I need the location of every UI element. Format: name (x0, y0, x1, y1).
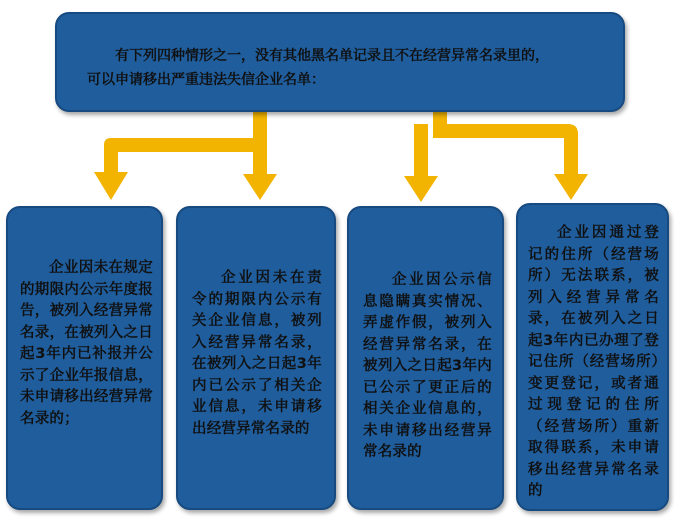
condition-card-3 (347, 206, 504, 510)
header-box (55, 12, 625, 112)
condition-text-4: 企业因通过登记的住所（经营场所）无法联系，被列入经营异常名录，在被列入之日起3年内已办理了登记住所（经营场所）变更登记，或者通过现登记的住所（经营场所）重新取得联系，未申请移出经营异常名录的 (528, 225, 659, 499)
arrowhead-1 (94, 172, 128, 200)
arrowhead-2 (243, 174, 277, 200)
connector-branch-right (433, 124, 578, 178)
arrowhead-4 (554, 174, 588, 200)
header-line-1: 有下列四种情形之一，没有其他黑名单记录且不在经营异常名录里的， (115, 48, 549, 64)
condition-card-2 (176, 206, 336, 510)
connector-stem-left (253, 112, 267, 142)
condition-text-3: 企业因公示信息隐瞒真实情况、弄虚作假，被列入经营异常名录，在被列入之日起3年内已公示了更正后的相关企业信息的，未申请移出经营异常名录的 (363, 272, 492, 460)
condition-text-1: 企业因未在规定的期限内公示年度报告，被列入经营异常名录，在被列入之日起3年内已补报并公示了企业年报信息，未申请移出经营异常名录的； (20, 260, 153, 427)
connector-down-3 (414, 124, 428, 180)
connector-down-2 (253, 138, 267, 178)
condition-card-1 (6, 206, 163, 510)
condition-text-2: 企业因未在责令的期限内公示有关企业信息，被列入经营异常名录，在被列入之日起3年内已公示了相关企业信息，未申请移出经营异常名录的 (192, 270, 322, 437)
connector-branch-left (104, 138, 255, 175)
header-line-2: 可以申请移出严重违法失信企业名单： (87, 72, 325, 88)
condition-card-4 (516, 203, 669, 511)
arrowhead-3 (404, 176, 438, 202)
